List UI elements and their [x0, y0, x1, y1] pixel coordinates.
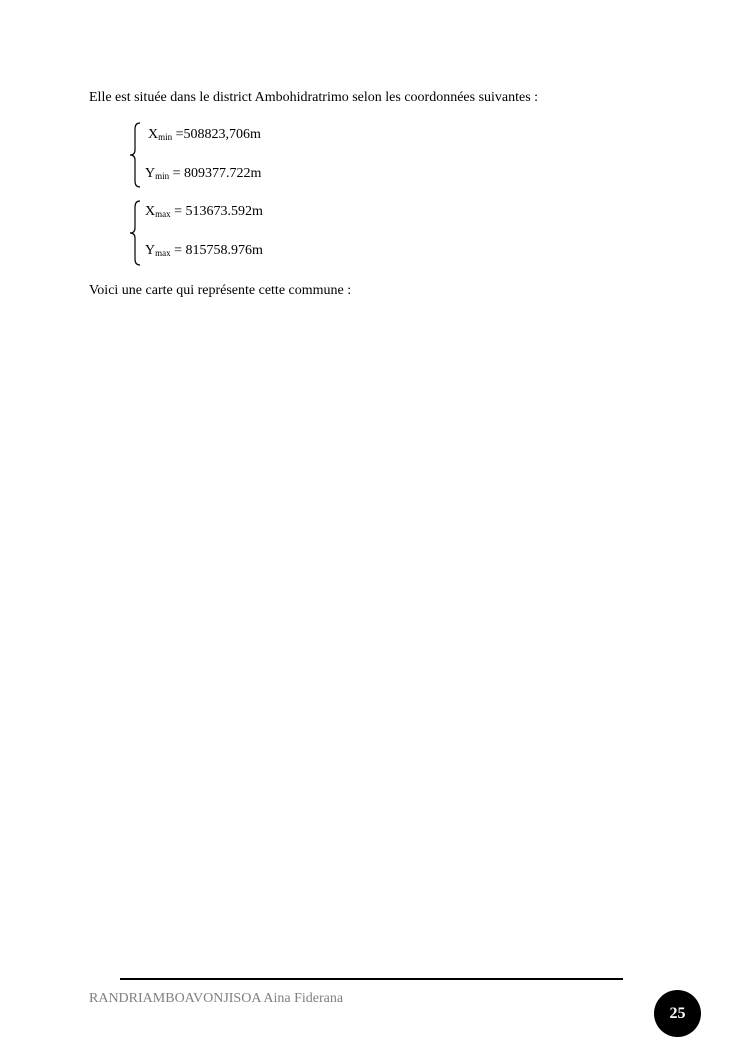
- footer-author: RANDRIAMBOAVONJISOA Aina Fiderana: [89, 991, 344, 1006]
- coord-value: =508823,706m: [172, 127, 261, 142]
- coord-x-max: [145, 204, 263, 220]
- coord-value: = 815758.976m: [170, 243, 263, 258]
- coord-subscript: max: [155, 209, 171, 219]
- coord-subscript: min: [155, 171, 170, 181]
- coord-value: = 513673.592m: [170, 204, 263, 219]
- coord-subscript: max: [155, 248, 171, 258]
- left-brace-icon: [128, 122, 142, 188]
- coord-variable: Y: [145, 166, 156, 181]
- coord-x-min: [148, 127, 261, 143]
- coord-variable: Y: [145, 243, 156, 258]
- page-number-badge: 25: [654, 990, 701, 1037]
- coord-variable: X: [145, 204, 156, 219]
- footer-divider: [120, 978, 623, 980]
- coord-value: = 809377.722m: [169, 166, 262, 181]
- left-brace-icon: [128, 200, 142, 266]
- closing-paragraph: Voici une carte qui représente cette commune :: [89, 283, 352, 298]
- coord-variable: X: [148, 127, 159, 142]
- coord-subscript: min: [158, 132, 173, 142]
- coord-y-max: [145, 243, 263, 259]
- coord-y-min: [145, 166, 261, 182]
- intro-paragraph: Elle est située dans le district Ambohidratrimo selon les coordonnées suivantes :: [89, 90, 539, 105]
